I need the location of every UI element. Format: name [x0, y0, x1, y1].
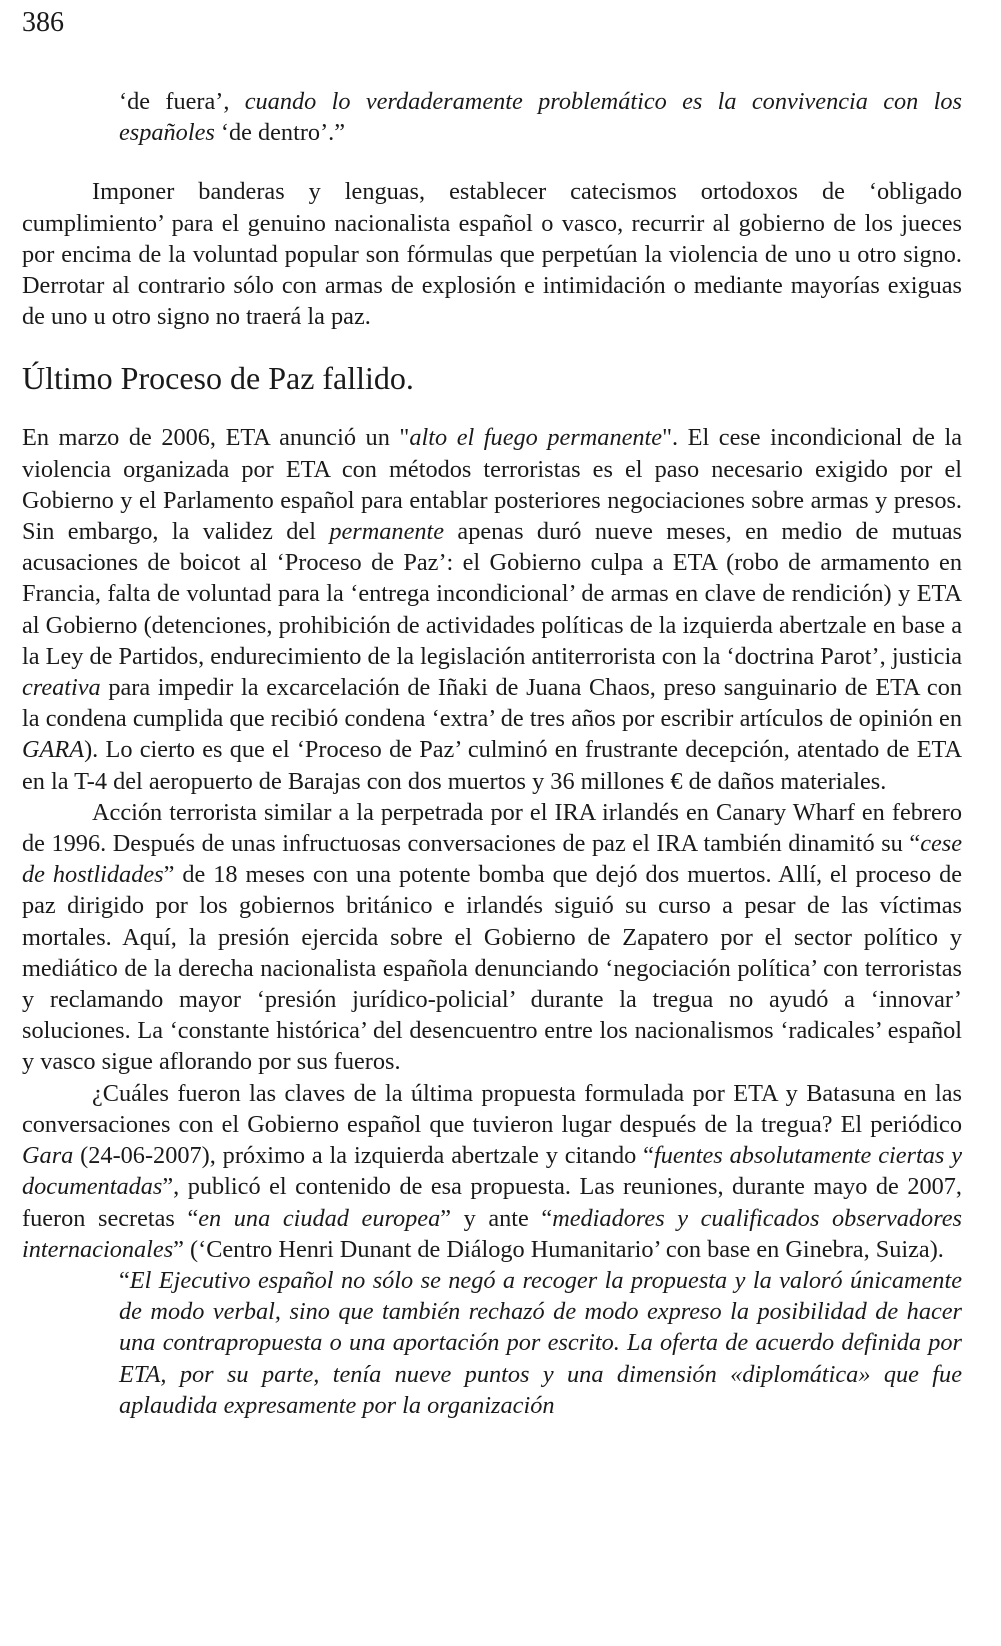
para4-italic-3: en una ciudad europea: [198, 1204, 441, 1232]
para2-italic-3: creativa: [22, 674, 101, 702]
spacer: [22, 398, 962, 422]
quote1-text-2: ‘de dentro’.”: [214, 119, 346, 147]
para4-italic-2: fuentes absolutamente ciertas y documentadas: [22, 1142, 962, 1201]
block-quote-1: [22, 86, 962, 148]
para2-text-3: apenas duró nueve meses, en medio de mutuas acusaciones de boicot al ‘Proceso de Paz’: el Gobierno culpa a ETA (robo de armamento en Francia, falta de voluntad para la ‘entrega incondicional’ de armas en clave de rendición) y ETA al Gobierno (detenciones, prohibición de actividades políticas de la izquierda abertzale en base a la Ley de Partidos, endurecimiento de la legislación antiterrorista con la ‘doctrina Parot’, justicia: [22, 518, 962, 670]
paragraph-1: Imponer banderas y lenguas, establecer catecismos ortodoxos de ‘obligado cumplimiento’ para el genuino nacionalista español o vasco, recurrir al gobierno de los jueces por encima de la voluntad popular son fórmulas que perpetúan la violencia de uno u otro signo. Derrotar al contrario sólo con armas de explosión e intimidación o mediante mayorías exiguas de uno u otro signo no traerá la paz.: [22, 178, 962, 331]
paragraph-2: [22, 422, 962, 796]
block-quote-2: [22, 1265, 962, 1421]
quote1-text-1: ‘de fuera’,: [119, 88, 245, 115]
page-content: [22, 86, 962, 1421]
para2-italic-2: permanente: [329, 518, 445, 546]
para3-text-2: ” de 18 meses con una potente bomba que dejó dos muertos. Allí, el proceso de paz dirigido por los gobiernos británico e irlandés siguió su curso a pesar de las víctimas mortales. Aquí, la presión ejercida sobre el Gobierno de Zapatero por el sector político y mediático de la derecha nacionalista española denunciando ‘negociación política’ con terroristas y reclamando mayor ‘presión jurídico-policial’ durante la tregua no ayudó a ‘innovar’ soluciones. La ‘constante histórica’ del desencuentro entre los nacionalismos ‘radicales’ español y vasco sigue aflorando por sus fueros.: [22, 861, 962, 1076]
para4-italic-4: mediadores y cualificados observadores internacionales: [22, 1204, 962, 1263]
paragraph-3: [22, 797, 962, 1078]
para3-text-1: Acción terrorista similar a la perpetrada por el IRA irlandés en Canary Wharf en febrero de 1996. Después de unas infructuosas conversaciones de paz el IRA también dinamitó su “: [22, 798, 962, 858]
para3-italic-1: cese de hostlidades: [22, 830, 962, 889]
para4-text-3: ”, publicó el contenido de esa propuesta. Las reuniones, durante mayo de 2007, fueron secretas “: [22, 1173, 962, 1232]
para2-italic-1: alto el fuego permanente: [409, 424, 663, 452]
para4-text-5: ” (‘Centro Henri Dunant de Diálogo Humanitario’ con base en Ginebra, Suiza).: [173, 1235, 944, 1263]
quote1-italic-1: cuando lo verdaderamente problemático es la convivencia con los españoles: [119, 88, 962, 147]
section-heading: Último Proceso de Paz fallido.: [22, 360, 414, 397]
spacer: [22, 148, 962, 176]
para4-text-2: (24-06-2007), próximo a la izquierda abertzale y citando “: [73, 1142, 654, 1170]
para2-text-5: ). Lo cierto es que el ‘Proceso de Paz’ culminó en frustrante decepción, atentado de ETA en la T-4 del aeropuerto de Barajas con dos muertos y 36 millones € de daños materiales.: [22, 736, 962, 795]
spacer: [22, 332, 962, 358]
paragraph-4: [22, 1078, 962, 1265]
para4-italic-1: Gara: [22, 1142, 74, 1170]
para2-text-1: En marzo de 2006, ETA anunció un ": [22, 424, 410, 452]
quote2-italic-1: El Ejecutivo español no sólo se negó a recoger la propuesta y la valoró únicamente de modo verbal, sino que también rechazó de modo expreso la posibilidad de hacer una contrapropuesta o una aportación por escrito. La oferta de acuerdo definida por ETA, por su parte, tenía nueve puntos y una dimensión «diplomática» que fue aplaudida expresamente por la organización: [119, 1266, 962, 1419]
para2-text-4: para impedir la excarcelación de Iñaki de Juana Chaos, preso sanguinario de ETA con la condena cumplida que recibió condena ‘extra’ de tres años por escribir artículos de opinión en: [22, 674, 962, 733]
page-number: 386: [22, 7, 64, 38]
para2-text-2: ". El cese incondicional de la violencia organizada por ETA con métodos terroristas es el paso necesario exigido por el Gobierno y el Parlamento español para entablar posteriores negociaciones sobre armas y presos. Sin embargo, la validez del: [22, 424, 963, 546]
para4-text-1: ¿Cuáles fueron las claves de la última propuesta formulada por ETA y Batasuna en las conversaciones con el Gobierno español que tuvieron lugar después de la tregua? El periódico: [22, 1079, 962, 1138]
para4-text-4: ” y ante “: [440, 1204, 553, 1232]
para2-italic-4: GARA: [22, 736, 85, 764]
quote2-text-1: “: [119, 1266, 130, 1294]
